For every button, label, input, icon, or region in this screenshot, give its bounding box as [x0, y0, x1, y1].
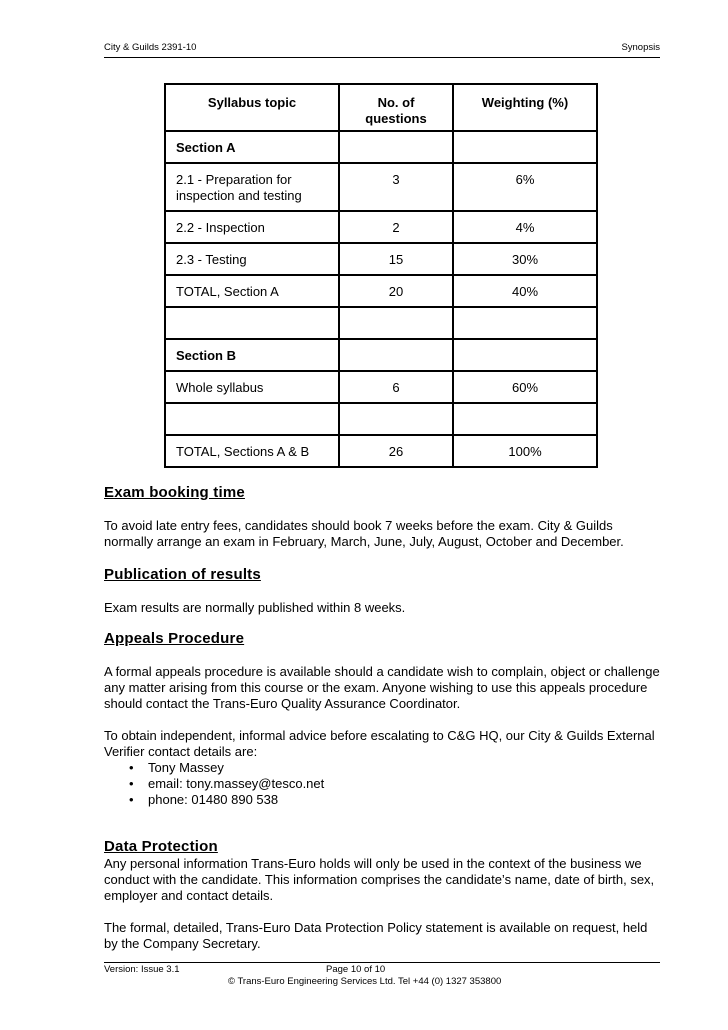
paragraph-publication: Exam results are normally published within 8 weeks.: [104, 600, 406, 615]
table-row: [165, 403, 597, 435]
contact-phone: phone: 01480 890 538: [148, 792, 279, 807]
table-cell: 4%: [453, 211, 597, 243]
table-cell: 2: [339, 211, 453, 243]
heading-data-protection: Data Protection: [104, 838, 218, 855]
table-cell: 2.1 - Preparation for inspection and testing: [165, 163, 339, 211]
paragraph-exam-booking: To avoid late entry fees, candidates should book 7 weeks before the exam. City & Guilds normally arrange an exam in February, March, June, July, August, October and December.: [104, 518, 624, 549]
bullet-icon: •: [129, 760, 134, 775]
contact-email: email: tony.massey@tesco.net: [148, 776, 325, 791]
table-cell: [453, 131, 597, 163]
table-cell: 100%: [453, 435, 597, 467]
contact-name: Tony Massey: [148, 760, 224, 775]
table-cell: 15: [339, 243, 453, 275]
table-cell: [339, 131, 453, 163]
table-header-row: [165, 84, 597, 131]
table-cell: TOTAL, Sections A & B: [165, 435, 339, 467]
table-cell: [165, 307, 339, 339]
table-cell: 40%: [453, 275, 597, 307]
bullet-icon: •: [129, 792, 134, 807]
table-row: [165, 307, 597, 339]
table-cell: [453, 403, 597, 435]
table-cell: Section B: [165, 339, 339, 371]
table-cell: 30%: [453, 243, 597, 275]
paragraph-data-protection-1: Any personal information Trans-Euro holds will only be used in the context of the business we conduct with the candidate. This information comprises the candidate’s name, date of birth, sex, employer and contact details.: [104, 856, 655, 903]
table-cell: [165, 403, 339, 435]
table-row: [165, 131, 597, 163]
bullet-icon: •: [129, 776, 134, 791]
heading-publication: Publication of results: [104, 566, 261, 583]
column-header-questions: No. of questions: [339, 84, 453, 131]
list-item: [104, 776, 660, 792]
table-cell: Whole syllabus: [165, 371, 339, 403]
table-cell: 60%: [453, 371, 597, 403]
paragraph-data-protection-2: The formal, detailed, Trans-Euro Data Protection Policy statement is available on request, held by the Company Secretary.: [104, 920, 648, 951]
paragraph-appeals-1: A formal appeals procedure is available should a candidate wish to complain, object or challenge any matter arising from this course or the exam. Anyone wishing to use this appeals procedure should contact the Trans-Euro Quality Assurance Coordinator.: [104, 664, 660, 711]
table-cell: 20: [339, 275, 453, 307]
table-cell: 26: [339, 435, 453, 467]
table-cell: [453, 307, 597, 339]
footer-copyright: © Trans-Euro Engineering Services Ltd. Tel +44 (0) 1327 353800: [228, 976, 502, 987]
table-row: [165, 275, 597, 307]
footer-version: Version: Issue 3.1: [104, 964, 180, 975]
table-cell: 2.2 - Inspection: [165, 211, 339, 243]
table-cell: [339, 403, 453, 435]
footer-divider: [104, 962, 660, 963]
table-cell: 2.3 - Testing: [165, 243, 339, 275]
document-body: [104, 484, 660, 952]
list-item: [104, 792, 660, 808]
header-divider: [104, 57, 660, 58]
table-cell: TOTAL, Section A: [165, 275, 339, 307]
table-row: [165, 163, 597, 211]
column-header-topic: Syllabus topic: [165, 84, 339, 131]
table-cell: 6%: [453, 163, 597, 211]
paragraph-appeals-2: To obtain independent, informal advice before escalating to C&G HQ, our City & Guilds External Verifier contact details are:: [104, 728, 655, 759]
table-row: [165, 435, 597, 467]
syllabus-table: [164, 83, 598, 468]
table-cell: [339, 307, 453, 339]
header-course: City & Guilds 2391-10: [104, 42, 197, 53]
table-row: [165, 243, 597, 275]
table-cell: [339, 339, 453, 371]
table-cell: 3: [339, 163, 453, 211]
table-row: [165, 211, 597, 243]
heading-appeals: Appeals Procedure: [104, 630, 245, 647]
table-cell: Section A: [165, 131, 339, 163]
table-cell: 6: [339, 371, 453, 403]
list-item: [104, 760, 660, 776]
table-row: [165, 371, 597, 403]
heading-exam-booking: Exam booking time: [104, 484, 245, 501]
contact-list: [104, 760, 660, 808]
column-header-weighting: Weighting (%): [453, 84, 597, 131]
table-row: [165, 339, 597, 371]
header-section: Synopsis: [621, 42, 660, 53]
footer-page-number: Page 10 of 10: [326, 964, 386, 975]
table-cell: [453, 339, 597, 371]
